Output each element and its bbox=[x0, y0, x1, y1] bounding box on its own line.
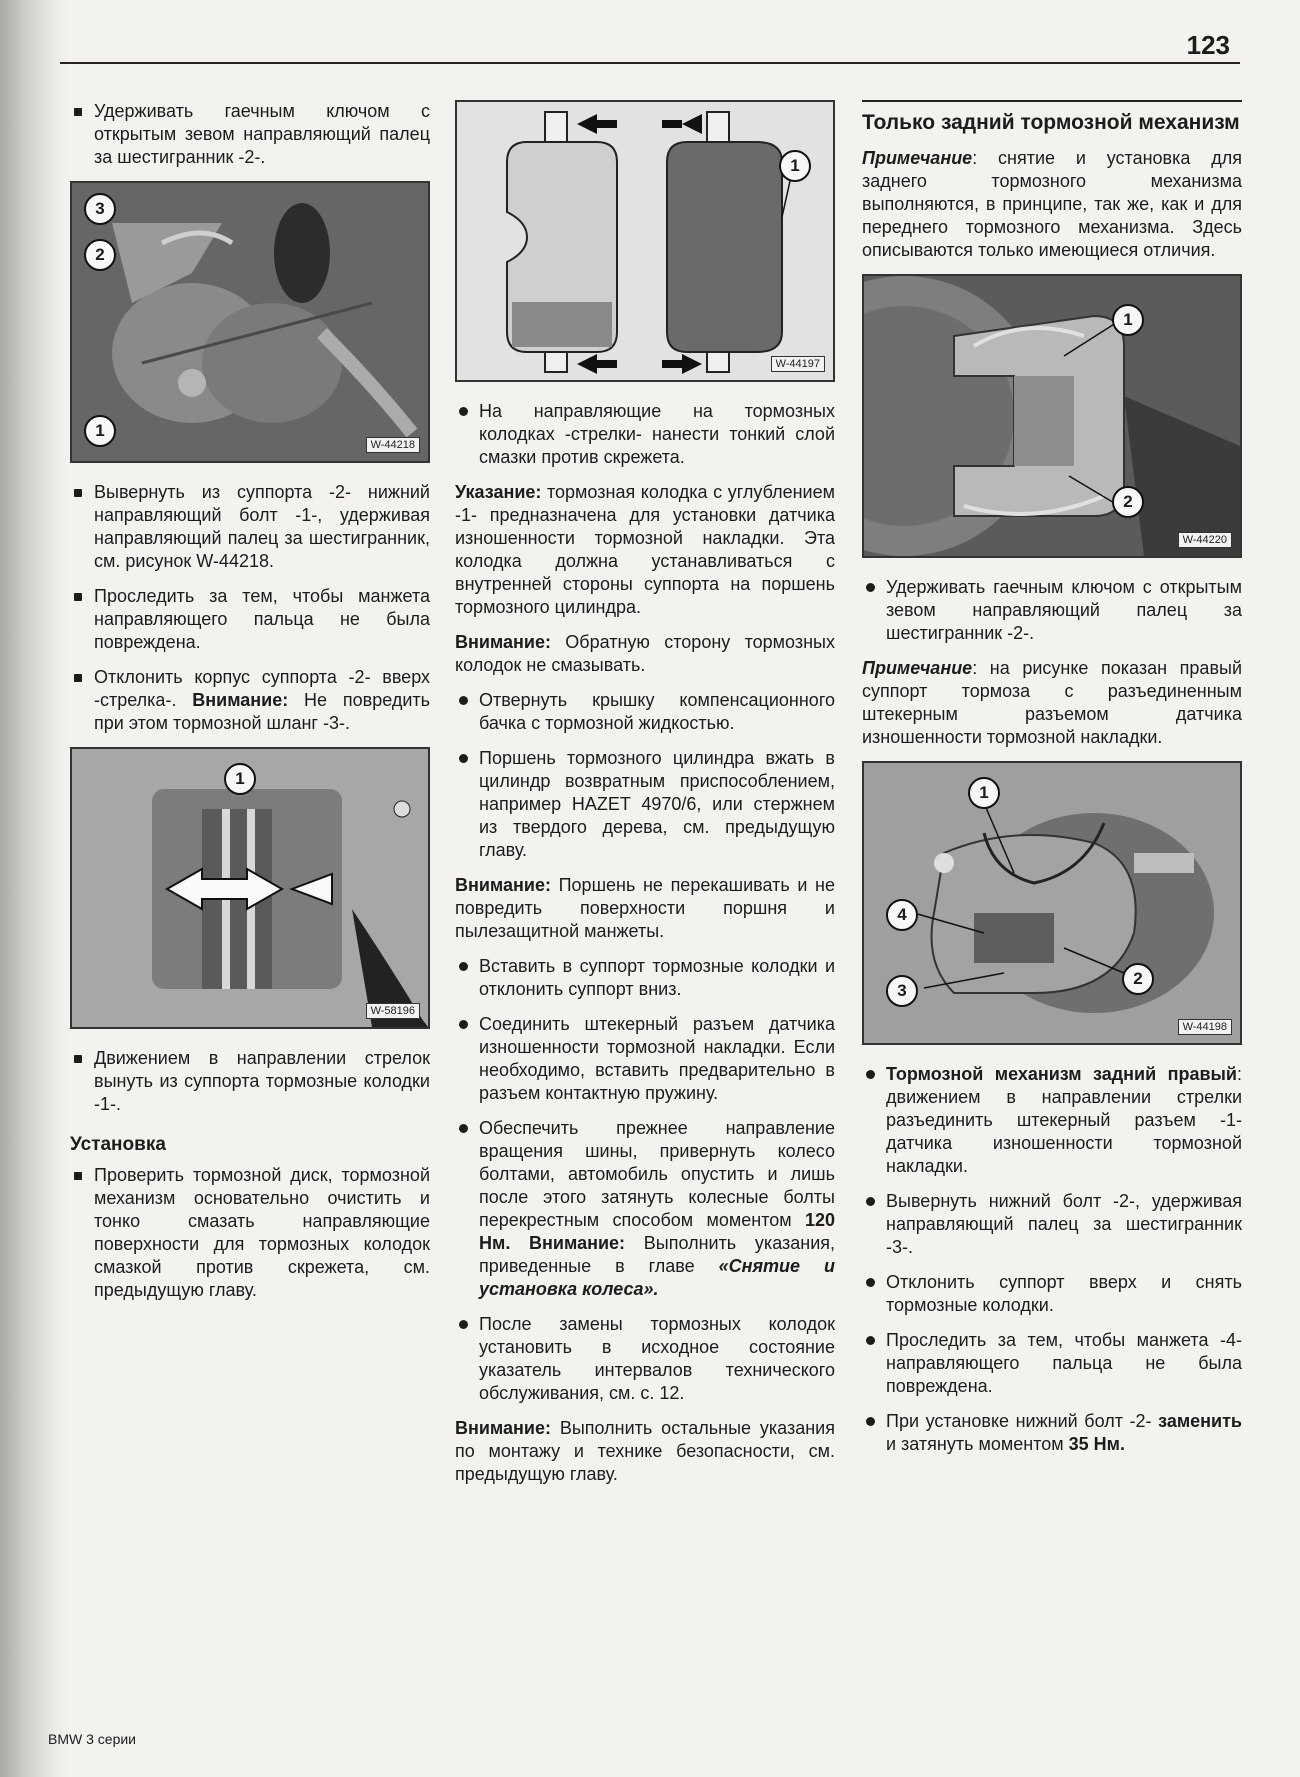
figure-w58196 bbox=[70, 747, 430, 1029]
paragraph bbox=[455, 1117, 835, 1301]
figure-code: W-44220 bbox=[1178, 532, 1232, 548]
torque-value: 35 Нм. bbox=[1068, 1434, 1125, 1454]
header-rule bbox=[60, 62, 1240, 64]
note-label: Примечание bbox=[862, 658, 973, 678]
warning bbox=[455, 631, 835, 677]
text: Поршень не перекашивать и не повредить поверхности поршня и пылезащитной манжеты. bbox=[455, 875, 835, 941]
warning-label: Внимание: bbox=[455, 632, 551, 652]
warning-label: Внимание: bbox=[192, 690, 289, 710]
column-1 bbox=[70, 100, 430, 1314]
column-2 bbox=[455, 100, 835, 1498]
paragraph: Движением в направлении стрелок вынуть из суппорта тормозные колодки -1-. bbox=[70, 1047, 430, 1116]
callout-2: 2 bbox=[84, 239, 116, 271]
text: Обратную сторону тормозных колодок не смазывать. bbox=[455, 632, 835, 675]
paragraph bbox=[70, 666, 430, 735]
note-label: Указание: bbox=[455, 482, 542, 502]
paragraph: Удерживать гаечным ключом с открытым зевом направляющий палец за шестигранник -2-. bbox=[862, 576, 1242, 645]
paragraph: Отклонить суппорт вверх и снять тормозные колодки. bbox=[862, 1271, 1242, 1317]
column-3 bbox=[862, 100, 1242, 1468]
bold-text: заменить bbox=[1158, 1411, 1242, 1431]
rear-caliper-sensor-photo bbox=[864, 763, 1240, 1043]
text: : движением в направлении стрелки разъединить штекерный разъем -1- датчика изношенности тормозной накладки. bbox=[886, 1064, 1242, 1176]
callout-1: 1 bbox=[968, 777, 1000, 809]
callout-1: 1 bbox=[84, 415, 116, 447]
footer-title: BMW 3 серии bbox=[48, 1731, 136, 1747]
figure-code: W-58196 bbox=[366, 1003, 420, 1019]
section-heading-rear: Только задний тормозной механизм bbox=[862, 100, 1242, 135]
rear-caliper-photo bbox=[864, 276, 1240, 556]
paragraph: Проверить тормозной диск, тормозной механизм основательно очистить и тонко смазать направляющие поверхности для тормозных колодок смазкой против скрежета, см. предыдущую главу. bbox=[70, 1164, 430, 1302]
text: : на рисунке показан правый суппорт тормоза с разъединенным штекерным разъемом датчика изношенности тормозной накладки. bbox=[862, 658, 1242, 747]
brake-pad-diagram bbox=[457, 102, 833, 380]
callout-2: 2 bbox=[1122, 963, 1154, 995]
torque-value: 120 Нм. bbox=[479, 1210, 835, 1253]
warning-label: Внимание: bbox=[455, 1418, 551, 1438]
note bbox=[862, 147, 1242, 262]
callout-2: 2 bbox=[1112, 486, 1144, 518]
warning-label: Внимание: bbox=[510, 1233, 626, 1253]
text: Выполнить указания, приведенные в главе bbox=[479, 1233, 836, 1276]
page-number: 123 bbox=[1186, 30, 1230, 60]
text: тормозная колодка с углублением -1- предназначена для установки датчика изношенности тормозной накладки. Эта колодка должна устанавливаться с внутренней стороны суппорта на поршень тормозного цилиндра. bbox=[455, 482, 835, 617]
section-heading-install: Установка bbox=[70, 1134, 166, 1155]
paragraph: Соединить штекерный разъем датчика изношенности тормозной накладки. Если необходимо, вставить предварительно в разъем контактную пружину. bbox=[455, 1013, 835, 1105]
note bbox=[862, 657, 1242, 749]
paragraph: На направляющие на тормозных колодках -стрелки- нанести тонкий слой смазки против скрежета. bbox=[455, 400, 835, 469]
text: При установке нижний болт -2- bbox=[886, 1411, 1159, 1431]
text: Выполнить остальные указания по монтажу и технике безопасности, см. предыдущую главу. bbox=[455, 1418, 835, 1484]
text: Обеспечить прежнее направление вращения шины, привернуть колесо болтами, автомобиль опустить и лишь после этого затянуть колесные болты перекрестным способом моментом bbox=[479, 1118, 835, 1230]
paragraph: Отвернуть крышку компенсационного бачка с тормозной жидкостью. bbox=[455, 689, 835, 735]
text: : снятие и установка для заднего тормозного механизма выполняются, в принципе, так же, как и для переднего тормозного механизма. Здесь описываются только имеющиеся отличия. bbox=[862, 148, 1242, 260]
callout-1: 1 bbox=[1112, 304, 1144, 336]
paragraph: Проследить за тем, чтобы манжета -4- направляющего пальца не была повреждена. bbox=[862, 1329, 1242, 1398]
warning bbox=[455, 874, 835, 943]
figure-code: W-44218 bbox=[366, 437, 420, 453]
paragraph bbox=[862, 1410, 1242, 1456]
figure-w44197 bbox=[455, 100, 835, 382]
callout-3: 3 bbox=[886, 975, 918, 1007]
paragraph: Удерживать гаечным ключом с открытым зевом направляющий палец за шестигранник -2-. bbox=[70, 100, 430, 169]
figure-w44218 bbox=[70, 181, 430, 463]
text: Не повредить при этом тормозной шланг -3-. bbox=[94, 690, 430, 733]
note-label: Примечание bbox=[862, 148, 973, 168]
warning-label: Внимание: bbox=[455, 875, 551, 895]
chapter-reference: «Снятие и установка колеса». bbox=[479, 1256, 835, 1299]
figure-code: W-44197 bbox=[771, 356, 825, 372]
paragraph: Вывернуть из суппорта -2- нижний направляющий болт -1-, удерживая направляющий палец за шестигранник, см. рисунок W-44218. bbox=[70, 481, 430, 573]
callout-4: 4 bbox=[886, 899, 918, 931]
text: Отклонить корпус суппорта -2- вверх -стрелка-. bbox=[94, 667, 430, 710]
figure-w44198 bbox=[862, 761, 1242, 1045]
paragraph: После замены тормозных колодок установить в исходное состояние указатель интервалов технического обслуживания, см. с. 12. bbox=[455, 1313, 835, 1405]
text: и затянуть моментом bbox=[886, 1434, 1069, 1454]
warning bbox=[455, 1417, 835, 1486]
figure-w44220 bbox=[862, 274, 1242, 558]
paragraph: Вставить в суппорт тормозные колодки и отклонить суппорт вниз. bbox=[455, 955, 835, 1001]
figure-code: W-44198 bbox=[1178, 1019, 1232, 1035]
binding-shadow bbox=[0, 0, 70, 1777]
paragraph: Проследить за тем, чтобы манжета направляющего пальца не была повреждена. bbox=[70, 585, 430, 654]
paragraph bbox=[862, 1063, 1242, 1178]
bold-label: Тормозной механизм задний правый bbox=[886, 1064, 1237, 1084]
callout-1: 1 bbox=[224, 763, 256, 795]
paragraph: Вывернуть нижний болт -2-, удерживая направляющий палец за шестигранник -3-. bbox=[862, 1190, 1242, 1259]
callout-3: 3 bbox=[84, 193, 116, 225]
caliper-photo bbox=[72, 183, 428, 461]
note bbox=[455, 481, 835, 619]
callout-1: 1 bbox=[779, 150, 811, 182]
paragraph: Поршень тормозного цилиндра вжать в цилиндр возвратным приспособлением, например HAZET 4970/6, или стержнем из твердого дерева, см. предыдущую главу. bbox=[455, 747, 835, 862]
